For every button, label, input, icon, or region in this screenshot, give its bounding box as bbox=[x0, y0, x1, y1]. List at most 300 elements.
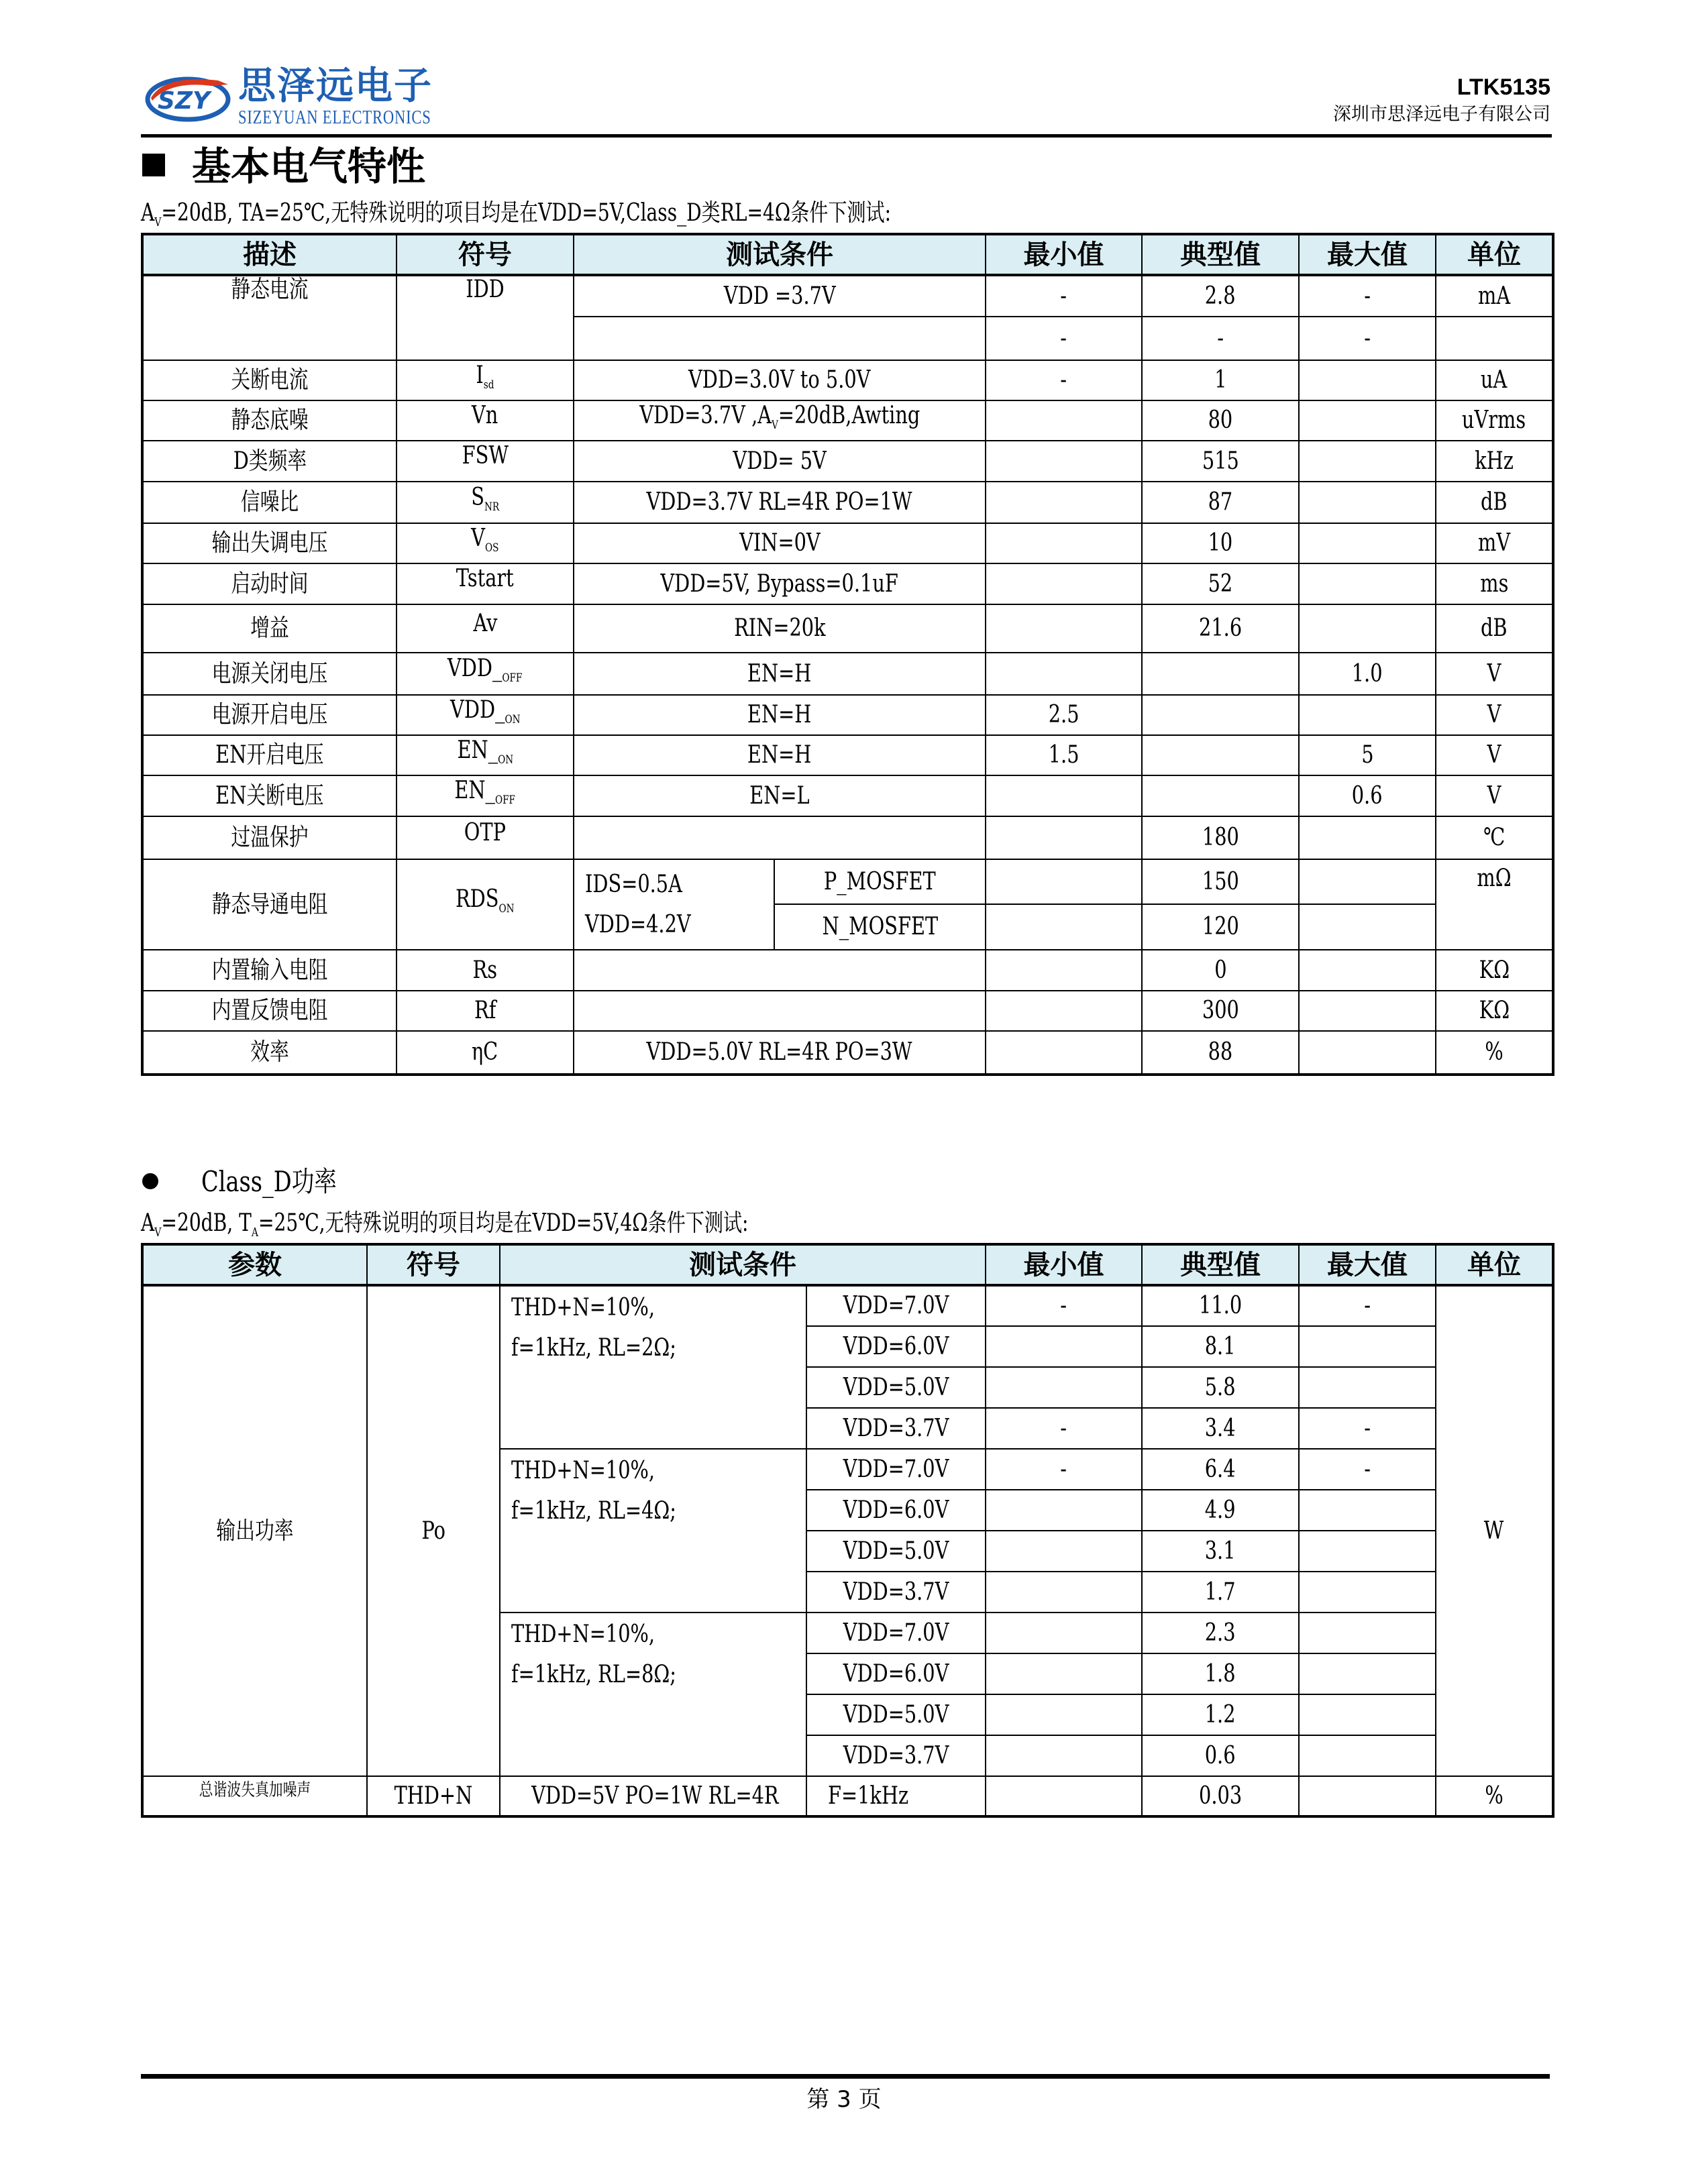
test-condition bbox=[574, 360, 986, 400]
param-description bbox=[142, 400, 397, 441]
param-symbol bbox=[397, 360, 574, 400]
test-condition-frequency-text: F=1kHz bbox=[828, 1782, 909, 1810]
min-value-text: 2.5 bbox=[1048, 701, 1079, 728]
typ-value-text: 88 bbox=[1208, 1038, 1233, 1066]
typ-value bbox=[1142, 604, 1299, 653]
electrical-characteristics-table bbox=[141, 233, 1554, 1076]
table-row bbox=[142, 604, 1553, 653]
min-value bbox=[986, 1613, 1142, 1653]
param-symbol bbox=[367, 1285, 500, 1776]
test-condition bbox=[500, 1613, 806, 1776]
footer-divider bbox=[141, 2074, 1550, 2079]
max-value-text: 0.6 bbox=[1352, 781, 1383, 810]
unit-text: V bbox=[1487, 659, 1501, 688]
column-header bbox=[986, 1244, 1142, 1285]
unit bbox=[1436, 950, 1553, 991]
typ-value-text: 3.1 bbox=[1205, 1537, 1236, 1565]
param-symbol bbox=[397, 523, 574, 563]
param-description-text: 静态导通电阻 bbox=[211, 890, 328, 918]
test-condition-text: VDD= 5V bbox=[733, 447, 827, 475]
table-row bbox=[142, 1285, 1553, 1326]
min-value bbox=[986, 1285, 1142, 1326]
column-header-text: 单位 bbox=[1467, 1249, 1521, 1280]
test-condition bbox=[574, 653, 986, 695]
test-condition-text: VDD =3.7V bbox=[723, 282, 836, 310]
supply-voltage-text: VDD=7.0V bbox=[843, 1619, 949, 1647]
class-d-power-table bbox=[141, 1243, 1554, 1818]
logo-english-name: SIZEYUAN ELECTRONICS bbox=[238, 107, 431, 128]
unit bbox=[1436, 735, 1553, 775]
table-row bbox=[142, 695, 1553, 735]
param-description bbox=[142, 1031, 397, 1075]
typ-value bbox=[1142, 775, 1299, 816]
unit-text: kHz bbox=[1475, 447, 1514, 475]
min-value bbox=[986, 1776, 1142, 1816]
column-header bbox=[1436, 1244, 1553, 1285]
mosfet-type bbox=[774, 859, 986, 904]
symbol-text: FSW bbox=[462, 442, 509, 470]
param-description bbox=[142, 775, 397, 816]
unit bbox=[1436, 441, 1553, 482]
supply-voltage bbox=[806, 1285, 986, 1326]
typ-value bbox=[1142, 317, 1299, 360]
max-value bbox=[1299, 1735, 1436, 1776]
typ-value bbox=[1142, 360, 1299, 400]
condition-text: IDS=0.5A VDD=4.2V bbox=[585, 870, 691, 938]
supply-voltage bbox=[806, 1326, 986, 1367]
min-value bbox=[986, 1735, 1142, 1776]
max-value bbox=[1299, 604, 1436, 653]
typ-value bbox=[1142, 1572, 1299, 1613]
min-value bbox=[986, 775, 1142, 816]
table-row bbox=[142, 816, 1553, 859]
min-value bbox=[986, 317, 1142, 360]
company-name: 深圳市思泽远电子有限公司 bbox=[1333, 104, 1550, 125]
symbol-text: $EN\__{ON}$ bbox=[457, 736, 513, 767]
param-description-text: D类频率 bbox=[233, 447, 307, 475]
column-header-text: 典型值 bbox=[1180, 1249, 1261, 1280]
min-value bbox=[986, 991, 1142, 1031]
supply-voltage bbox=[806, 1449, 986, 1490]
column-header-text: 最小值 bbox=[1023, 1249, 1104, 1280]
param-description bbox=[142, 950, 397, 991]
param-description-text: 输出功率 bbox=[216, 1517, 294, 1545]
unit bbox=[1436, 275, 1553, 317]
unit-text: uVrms bbox=[1462, 406, 1526, 434]
param-description-text: 电源关闭电压 bbox=[211, 659, 328, 688]
section-title-text: 基本电气特性 bbox=[192, 144, 426, 189]
unit bbox=[1436, 695, 1553, 735]
unit bbox=[1436, 563, 1553, 604]
typ-value bbox=[1142, 1694, 1299, 1735]
min-value-text: - bbox=[1060, 366, 1067, 394]
param-description bbox=[142, 1285, 367, 1776]
test-condition bbox=[574, 482, 986, 523]
typ-value-text: 21.6 bbox=[1198, 614, 1243, 642]
supply-voltage-text: VDD=7.0V bbox=[843, 1455, 949, 1483]
symbol-text: $VDD\__{ON}$ bbox=[450, 696, 521, 727]
typ-value-text: 0.03 bbox=[1198, 1782, 1243, 1810]
typ-value bbox=[1142, 1653, 1299, 1694]
param-description-text: 总谐波失真加噪声 bbox=[199, 1780, 311, 1800]
max-value bbox=[1299, 735, 1436, 775]
symbol-text: $RDS_{ON}$ bbox=[456, 885, 515, 916]
param-symbol-text: THD+N bbox=[394, 1782, 473, 1810]
min-value bbox=[986, 859, 1142, 904]
unit bbox=[1436, 604, 1553, 653]
symbol-text: OTP bbox=[464, 818, 507, 847]
typ-value bbox=[1142, 1531, 1299, 1572]
supply-voltage bbox=[806, 1490, 986, 1531]
typ-value-text: 1.7 bbox=[1205, 1578, 1236, 1606]
typ-value-text: 0 bbox=[1214, 956, 1227, 984]
column-header bbox=[986, 234, 1142, 275]
test-condition-text: VDD=3.7V RL=4R PO=1W bbox=[646, 488, 913, 516]
table-row bbox=[142, 523, 1553, 563]
table-row bbox=[142, 653, 1553, 695]
supply-voltage bbox=[806, 1408, 986, 1449]
table-row bbox=[142, 400, 1553, 441]
table-row bbox=[142, 1031, 1553, 1075]
min-value-text: - bbox=[1060, 1455, 1067, 1483]
max-value bbox=[1299, 482, 1436, 523]
param-symbol bbox=[397, 482, 574, 523]
header-divider bbox=[141, 134, 1552, 138]
param-description bbox=[142, 735, 397, 775]
min-value bbox=[986, 1367, 1142, 1408]
table-row bbox=[142, 775, 1553, 816]
column-header-text: 符号 bbox=[458, 239, 512, 270]
supply-voltage bbox=[806, 1572, 986, 1613]
typ-value bbox=[1142, 859, 1299, 904]
min-value bbox=[986, 604, 1142, 653]
typ-value bbox=[1142, 275, 1299, 317]
test-condition bbox=[574, 400, 986, 441]
unit bbox=[1436, 775, 1553, 816]
symbol-text: IDD bbox=[466, 276, 505, 303]
max-value-text: 1.0 bbox=[1352, 659, 1383, 688]
test-condition-text: VIN=0V bbox=[739, 529, 821, 557]
max-value bbox=[1299, 317, 1436, 360]
typ-value-text: 10 bbox=[1208, 529, 1233, 557]
typ-value-text: 80 bbox=[1208, 406, 1233, 434]
typ-value-text: 5.8 bbox=[1205, 1373, 1236, 1401]
unit-text: uA bbox=[1481, 366, 1508, 394]
section1-intro: $A_V=20dB$, TA=25℃,无特殊说明的项目均是在VDD=5V,Class_D类RL=4Ω条件下测试: bbox=[141, 199, 892, 230]
param-description-text: 信噪比 bbox=[240, 488, 299, 516]
typ-value bbox=[1142, 1735, 1299, 1776]
column-header bbox=[142, 234, 397, 275]
test-condition bbox=[574, 950, 986, 991]
test-condition-text: VDD=5.0V RL=4R PO=3W bbox=[646, 1038, 913, 1066]
min-value bbox=[986, 482, 1142, 523]
max-value-text: - bbox=[1364, 1455, 1371, 1483]
section-title bbox=[142, 144, 425, 188]
test-condition bbox=[574, 991, 986, 1031]
typ-value bbox=[1142, 523, 1299, 563]
max-value bbox=[1299, 775, 1436, 816]
condition-text: THD+N=10%, f=1kHz, RL=8Ω; bbox=[511, 1621, 677, 1688]
symbol-text: Av bbox=[473, 609, 497, 637]
max-value bbox=[1299, 400, 1436, 441]
param-symbol-text: Rs bbox=[472, 956, 498, 984]
column-header bbox=[397, 234, 574, 275]
column-header bbox=[367, 1244, 500, 1285]
unit bbox=[1436, 360, 1553, 400]
min-value-text: - bbox=[1060, 1414, 1067, 1442]
unit-text: ms bbox=[1479, 569, 1509, 598]
max-value bbox=[1299, 1326, 1436, 1367]
column-header bbox=[1299, 234, 1436, 275]
symbol-text: Tstart bbox=[456, 565, 514, 593]
param-description bbox=[142, 1776, 367, 1816]
typ-value-text: 180 bbox=[1202, 824, 1239, 851]
typ-value bbox=[1142, 1326, 1299, 1367]
typ-value-text: 150 bbox=[1202, 867, 1239, 895]
table-row bbox=[142, 563, 1553, 604]
param-symbol bbox=[367, 1776, 500, 1816]
max-value bbox=[1299, 1694, 1436, 1735]
typ-value bbox=[1142, 1613, 1299, 1653]
min-value bbox=[986, 1572, 1142, 1613]
typ-value-text: 120 bbox=[1202, 913, 1239, 940]
round-bullet-icon bbox=[142, 1173, 158, 1189]
min-value bbox=[986, 1490, 1142, 1531]
symbol-text: $I_{sd}$ bbox=[476, 361, 494, 392]
table-header-row bbox=[142, 234, 1553, 275]
min-value bbox=[986, 695, 1142, 735]
param-description-text: 静态电流 bbox=[231, 276, 309, 303]
typ-value-text: 300 bbox=[1202, 997, 1239, 1024]
column-header-text: 符号 bbox=[407, 1249, 460, 1280]
test-condition-text: VDD=3.0V to 5.0V bbox=[688, 366, 871, 394]
column-header bbox=[500, 1244, 986, 1285]
param-description-text: 启动时间 bbox=[231, 569, 309, 598]
min-value bbox=[986, 816, 1142, 859]
param-symbol bbox=[397, 653, 574, 695]
min-value bbox=[986, 275, 1142, 317]
min-value-text: - bbox=[1060, 282, 1067, 310]
param-description bbox=[142, 360, 397, 400]
max-value-text: - bbox=[1364, 282, 1371, 310]
max-value bbox=[1299, 1367, 1436, 1408]
supply-voltage bbox=[806, 1694, 986, 1735]
param-description bbox=[142, 563, 397, 604]
typ-value bbox=[1142, 1031, 1299, 1075]
test-condition bbox=[574, 735, 986, 775]
typ-value bbox=[1142, 1285, 1299, 1326]
test-condition bbox=[574, 1031, 986, 1075]
min-value bbox=[986, 653, 1142, 695]
table-row bbox=[142, 441, 1553, 482]
param-description-text: 关断电流 bbox=[231, 366, 309, 394]
table-row bbox=[142, 950, 1553, 991]
unit-text: dB bbox=[1481, 488, 1508, 516]
section2-title-text: Class_D功率 bbox=[201, 1165, 337, 1198]
max-value bbox=[1299, 1285, 1436, 1326]
szy-logo-icon bbox=[144, 71, 231, 125]
company-logo bbox=[144, 66, 439, 130]
unit-text: ℃ bbox=[1483, 824, 1506, 851]
symbol-text: $V_{OS}$ bbox=[471, 524, 499, 555]
typ-value bbox=[1142, 441, 1299, 482]
max-value bbox=[1299, 1613, 1436, 1653]
square-bullet-icon bbox=[142, 154, 165, 176]
column-header-text: 单位 bbox=[1467, 239, 1521, 270]
test-condition bbox=[500, 1449, 806, 1613]
param-description bbox=[142, 653, 397, 695]
param-symbol bbox=[397, 950, 574, 991]
typ-value bbox=[1142, 1367, 1299, 1408]
min-value-text: 1.5 bbox=[1048, 741, 1079, 769]
typ-value-text: 3.4 bbox=[1205, 1414, 1236, 1442]
typ-value-text: 87 bbox=[1208, 488, 1233, 516]
typ-value-text: 4.9 bbox=[1205, 1496, 1236, 1524]
max-value bbox=[1299, 950, 1436, 991]
param-description-text: EN开启电压 bbox=[215, 741, 324, 769]
min-value bbox=[986, 1031, 1142, 1075]
page-number: 第 3 页 bbox=[806, 2086, 882, 2113]
section2-title bbox=[142, 1166, 370, 1198]
column-header-text: 典型值 bbox=[1180, 239, 1261, 270]
typ-value-text: 8.1 bbox=[1205, 1332, 1236, 1360]
unit bbox=[1436, 991, 1553, 1031]
supply-voltage-text: VDD=6.0V bbox=[843, 1496, 949, 1524]
typ-value bbox=[1142, 991, 1299, 1031]
typ-value-text: 52 bbox=[1208, 569, 1233, 598]
supply-voltage bbox=[806, 1531, 986, 1572]
typ-value-text: 2.3 bbox=[1205, 1619, 1236, 1647]
test-condition bbox=[574, 441, 986, 482]
unit-text: V bbox=[1487, 741, 1501, 769]
max-value bbox=[1299, 1408, 1436, 1449]
param-symbol bbox=[397, 991, 574, 1031]
max-value-text: - bbox=[1364, 1414, 1371, 1442]
thd-row bbox=[142, 1776, 1553, 1816]
param-description bbox=[142, 275, 397, 360]
typ-value bbox=[1142, 816, 1299, 859]
param-symbol bbox=[397, 563, 574, 604]
min-value bbox=[986, 1531, 1142, 1572]
typ-value bbox=[1142, 400, 1299, 441]
param-symbol bbox=[397, 695, 574, 735]
typ-value-text: 1.2 bbox=[1205, 1700, 1236, 1729]
supply-voltage bbox=[806, 1653, 986, 1694]
min-value bbox=[986, 904, 1142, 950]
typ-value-text: 1.8 bbox=[1205, 1659, 1236, 1688]
param-symbol bbox=[397, 775, 574, 816]
condition-text: THD+N=10%, f=1kHz, RL=2Ω; bbox=[511, 1294, 677, 1362]
unit bbox=[1436, 1776, 1553, 1816]
typ-value bbox=[1142, 1490, 1299, 1531]
test-condition bbox=[574, 695, 986, 735]
unit bbox=[1436, 523, 1553, 563]
table-row bbox=[142, 275, 1553, 317]
param-symbol bbox=[397, 1031, 574, 1075]
typ-value-text: 6.4 bbox=[1205, 1455, 1236, 1483]
test-condition-text: EN=H bbox=[747, 659, 812, 688]
min-value bbox=[986, 1408, 1142, 1449]
rds-row bbox=[142, 859, 1553, 904]
column-header bbox=[142, 1244, 367, 1285]
column-header-text: 最大值 bbox=[1327, 239, 1408, 270]
typ-value-text: 515 bbox=[1202, 447, 1239, 475]
supply-voltage bbox=[806, 1367, 986, 1408]
param-symbol bbox=[397, 275, 574, 360]
param-description-text: 内置反馈电阻 bbox=[211, 997, 328, 1024]
table-row bbox=[142, 482, 1553, 523]
typ-value-text: - bbox=[1217, 324, 1224, 352]
section2-intro: $A_V=20dB$, $T_A=25℃$,无特殊说明的项目均是在VDD=5V,4Ω条件下测试: bbox=[141, 1209, 749, 1240]
max-value bbox=[1299, 1776, 1436, 1816]
param-description bbox=[142, 695, 397, 735]
param-symbol bbox=[397, 859, 574, 950]
column-header bbox=[1142, 1244, 1299, 1285]
test-condition-text: RIN=20k bbox=[733, 614, 826, 642]
max-value bbox=[1299, 275, 1436, 317]
param-description bbox=[142, 523, 397, 563]
param-description bbox=[142, 816, 397, 859]
typ-value bbox=[1142, 695, 1299, 735]
param-description-text: 过温保护 bbox=[231, 824, 309, 851]
unit-text: KΩ bbox=[1479, 956, 1510, 984]
param-description-text: 电源开启电压 bbox=[211, 701, 328, 728]
unit-text: dB bbox=[1481, 614, 1508, 642]
param-description-text: 静态底噪 bbox=[231, 406, 309, 434]
mosfet-type bbox=[774, 904, 986, 950]
unit bbox=[1436, 400, 1553, 441]
min-value bbox=[986, 950, 1142, 991]
test-condition-text: EN=L bbox=[749, 781, 810, 810]
supply-voltage bbox=[806, 1613, 986, 1653]
table-row bbox=[142, 991, 1553, 1031]
condition-text: VDD=3.7V $,A_V=20dB,Awting$ bbox=[639, 401, 920, 433]
supply-voltage-text: VDD=6.0V bbox=[843, 1659, 949, 1688]
unit bbox=[1436, 482, 1553, 523]
mosfet-type-text: N_MOSFET bbox=[822, 913, 938, 940]
min-value bbox=[986, 1449, 1142, 1490]
typ-value bbox=[1142, 950, 1299, 991]
typ-value bbox=[1142, 1408, 1299, 1449]
param-description bbox=[142, 991, 397, 1031]
supply-voltage-text: VDD=7.0V bbox=[843, 1292, 949, 1319]
test-condition-frequency bbox=[806, 1776, 986, 1816]
unit bbox=[1436, 859, 1553, 950]
param-symbol bbox=[397, 816, 574, 859]
column-header-text: 测试条件 bbox=[689, 1249, 796, 1280]
max-value bbox=[1299, 1531, 1436, 1572]
test-condition bbox=[500, 1776, 806, 1816]
column-header-text: 最大值 bbox=[1327, 1249, 1408, 1280]
mosfet-type-text: P_MOSFET bbox=[824, 867, 936, 895]
column-header bbox=[1436, 234, 1553, 275]
unit-text: KΩ bbox=[1479, 997, 1510, 1024]
param-description-text: 增益 bbox=[250, 614, 289, 642]
min-value bbox=[986, 563, 1142, 604]
unit-text: W bbox=[1484, 1517, 1504, 1545]
typ-value-text: 0.6 bbox=[1205, 1741, 1236, 1769]
max-value bbox=[1299, 1653, 1436, 1694]
unit bbox=[1436, 816, 1553, 859]
param-symbol-text: ηC bbox=[472, 1038, 498, 1066]
unit bbox=[1436, 1031, 1553, 1075]
max-value-text: 5 bbox=[1361, 741, 1374, 769]
test-condition-text: EN=H bbox=[747, 701, 812, 728]
unit-text: V bbox=[1487, 781, 1501, 810]
param-symbol bbox=[397, 604, 574, 653]
param-description-text: 内置输入电阻 bbox=[211, 956, 328, 984]
column-header bbox=[1299, 1244, 1436, 1285]
